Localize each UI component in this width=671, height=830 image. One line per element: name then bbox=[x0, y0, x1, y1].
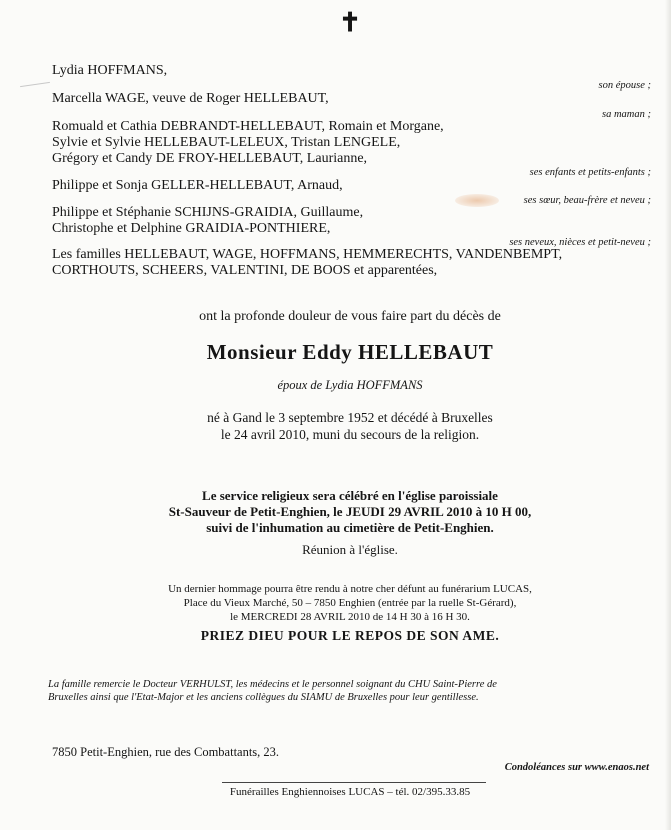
family-line: Romuald et Cathia DEBRANDT-HELLEBAUT, Romain et Morgane, bbox=[52, 119, 444, 134]
thanks-text bbox=[48, 678, 497, 704]
hommage-info bbox=[0, 582, 671, 624]
service-line: St-Sauveur de Petit-Enghien, le JEUDI 29 AVRIL 2010 à 10 H 00, bbox=[168, 504, 532, 519]
hommage-line: le MERCREDI 28 AVRIL 2010 de 14 H 30 à 16 H 30. bbox=[230, 611, 470, 623]
family-line: CORTHOUTS, SCHEERS, VALENTINI, DE BOOS et apparentées, bbox=[52, 263, 438, 278]
family-line: Philippe et Sonja GELLER-HELLEBAUT, Arnaud, bbox=[52, 178, 343, 193]
birth-death-line: le 24 avril 2010, muni du secours de la religion. bbox=[220, 427, 480, 442]
family-line: Lydia HOFFMANS, bbox=[52, 63, 168, 78]
birth-death-line: né à Gand le 3 septembre 1952 et décédé à Bruxelles bbox=[207, 410, 493, 425]
service-line: Le service religieux sera célébré en l'église paroissiale bbox=[202, 488, 498, 503]
funeral-home-footer: Funérailles Enghiennoises LUCAS – tél. 02/395.33.85 bbox=[229, 786, 471, 798]
cross-icon: ✝ bbox=[339, 8, 361, 37]
announcement-text: ont la profonde douleur de vous faire part du décès de bbox=[199, 309, 501, 324]
family-line: Christophe et Delphine GRAIDIA-PONTHIERE, bbox=[52, 221, 331, 236]
deceased-name: Monsieur Eddy HELLEBAUT bbox=[206, 340, 494, 364]
family-relation: ses neveux, nièces et petit-neveu ; bbox=[509, 237, 651, 248]
hommage-line: Un dernier hommage pourra être rendu à notre cher défunt au funérarium LUCAS, bbox=[168, 583, 532, 595]
family-relation: son épouse ; bbox=[598, 80, 651, 91]
hommage-line: Place du Vieux Marché, 50 – 7850 Enghien (entrée par la ruelle St-Gérard), bbox=[183, 597, 517, 609]
family-relation: ses sœur, beau-frère et neveu ; bbox=[523, 195, 651, 206]
footer-divider bbox=[222, 782, 486, 783]
reunion-text: Réunion à l'église. bbox=[302, 542, 398, 557]
family-relation: sa maman ; bbox=[602, 109, 651, 120]
family-address: 7850 Petit-Enghien, rue des Combattants, 23. bbox=[52, 745, 280, 759]
family-line: Grégory et Candy DE FROY-HELLEBAUT, Laurianne, bbox=[52, 151, 368, 166]
service-info bbox=[0, 488, 671, 536]
thanks-line: Bruxelles ainsi que l'Etat-Major et les anciens collègues du SIAMU de Bruxelles pour leur gentillesse. bbox=[48, 692, 479, 703]
family-line: Marcella WAGE, veuve de Roger HELLEBAUT, bbox=[52, 91, 329, 106]
condolences-link: Condoléances sur www.enaos.net bbox=[504, 762, 649, 773]
family-relation: ses enfants et petits-enfants ; bbox=[529, 167, 651, 178]
spouse-line: époux de Lydia HOFFMANS bbox=[277, 378, 423, 392]
scan-mark bbox=[20, 82, 50, 87]
prayer-text: PRIEZ DIEU POUR LE REPOS DE SON AME. bbox=[200, 628, 500, 643]
family-line: Les familles HELLEBAUT, WAGE, HOFFMANS, HEMMERECHTS, VANDENBEMPT, bbox=[52, 247, 563, 262]
family-line: Sylvie et Sylvie HELLEBAUT-LELEUX, Tristan LENGELE, bbox=[52, 135, 401, 150]
paper-stain bbox=[455, 194, 499, 207]
service-line: suivi de l'inhumation au cimetière de Petit-Enghien. bbox=[206, 520, 494, 535]
thanks-line: La famille remercie le Docteur VERHULST, les médecins et le personnel soignant du CHU Saint-Pierre de bbox=[48, 679, 497, 690]
family-line: Philippe et Stéphanie SCHIJNS-GRAIDIA, Guillaume, bbox=[52, 205, 364, 220]
birth-death-info bbox=[0, 409, 671, 443]
